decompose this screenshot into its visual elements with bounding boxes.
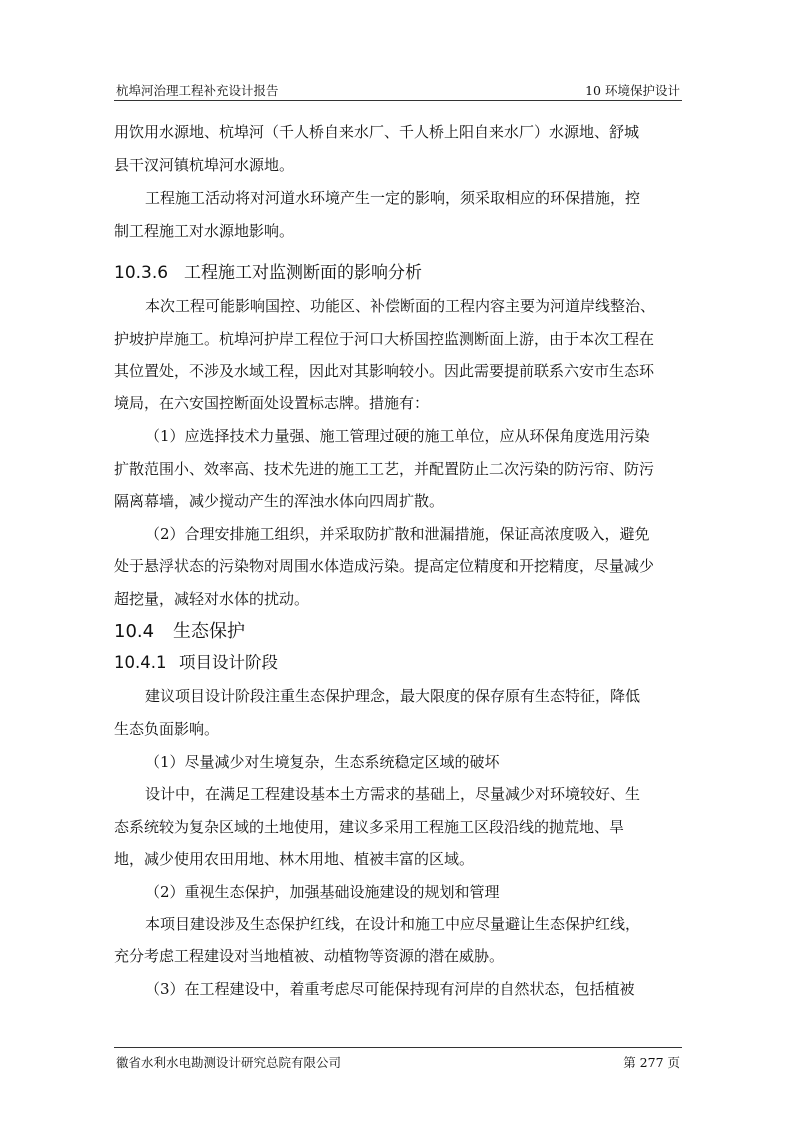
paragraph-line: 县干汊河镇杭埠河水源地。 <box>114 156 295 174</box>
paragraph-line: 设计中，在满足工程建设基本土方需求的基础上，尽量减少对环境较好、生 <box>145 785 641 803</box>
section-title: 项目设计阶段 <box>179 653 278 672</box>
paragraph-line: 超挖量，减轻对水体的扰动。 <box>114 590 310 608</box>
section-number: 10.4 <box>114 621 155 642</box>
paragraph-line: （1）尽量减少对生境复杂，生态系统稳定区域的破坏 <box>145 753 500 771</box>
section-heading-10-4 <box>114 617 686 643</box>
paragraph-line: （3）在工程建设中，着重考虑尽可能保持现有河岸的自然状态，包括植被 <box>145 980 635 998</box>
paragraph-line: 充分考虑工程建设对当地植被、动植物等资源的潜在威胁。 <box>114 947 505 965</box>
paragraph-line: 生态负面影响。 <box>114 720 220 738</box>
section-heading-10-3-6 <box>114 258 686 283</box>
page-number: 第 277 页 <box>623 1055 680 1070</box>
paragraph-line: 工程施工活动将对河道水环境产生一定的影响，须采取相应的环保措施，控 <box>145 189 641 207</box>
paragraph-line: 本项目建设涉及生态保护红线，在设计和施工中应尽量避让生态保护红线， <box>145 915 641 933</box>
paragraph-line: 其位置处，不涉及水域工程，因此对其影响较小。因此需要提前联系六安市生态环 <box>114 362 655 380</box>
page-header <box>114 78 682 101</box>
paragraph-line: （2）重视生态保护，加强基础设施建设的规划和管理 <box>145 883 500 901</box>
section-number: 10.3.6 <box>114 263 169 283</box>
paragraph-line: 用饮用水源地、杭埠河（千人桥自来水厂、千人桥上阳自来水厂）水源地、舒城 <box>114 123 640 141</box>
section-title: 生态保护 <box>173 621 245 642</box>
paragraph-line: 制工程施工对水源地影响。 <box>114 222 295 240</box>
paragraph-line: 处于悬浮状态的污染物对周围水体造成污染。提高定位精度和开挖精度，尽量减少 <box>114 557 655 575</box>
chapter-title: 10 环境保护设计 <box>585 83 680 98</box>
section-number: 10.4.1 <box>114 653 167 672</box>
paragraph-line: 本次工程可能影响国控、功能区、补偿断面的工程内容主要为河道岸线整治、 <box>145 297 656 315</box>
paragraph-line: 态系统较为复杂区域的土地使用，建议多采用工程施工区段沿线的抛荒地、旱 <box>114 818 625 836</box>
paragraph-line: 扩散范围小、效率高、技术先进的施工工艺，并配置防止二次污染的防污帘、防污 <box>114 460 655 478</box>
paragraph-line: （2）合理安排施工组织，并采取防扩散和泄漏措施，保证高浓度吸入，避免 <box>145 525 650 543</box>
section-title: 工程施工对监测断面的影响分析 <box>184 263 422 283</box>
organization-name: 徽省水利水电勘测设计研究总院有限公司 <box>116 1055 342 1070</box>
page-footer <box>114 1047 682 1072</box>
paragraph-line: 境局，在六安国控断面处设置标志牌。措施有： <box>114 394 430 412</box>
paragraph-line: 隔离幕墙，减少搅动产生的浑浊水体向四周扩散。 <box>114 492 445 510</box>
paragraph-line: 建议项目设计阶段注重生态保护理念，最大限度的保存原有生态特征，降低 <box>145 687 641 705</box>
paragraph-line: 地，减少使用农田用地、林木用地、植被丰富的区域。 <box>114 850 475 868</box>
paragraph-line: （1）应选择技术力量强、施工管理过硬的施工单位，应从环保角度选用污染 <box>145 427 650 445</box>
report-title: 杭埠河治理工程补充设计报告 <box>116 83 279 98</box>
section-heading-10-4-1 <box>114 649 686 673</box>
paragraph-line: 护坡护岸施工。杭埠河护岸工程位于河口大桥国控监测断面上游，由于本次工程在 <box>114 330 655 348</box>
